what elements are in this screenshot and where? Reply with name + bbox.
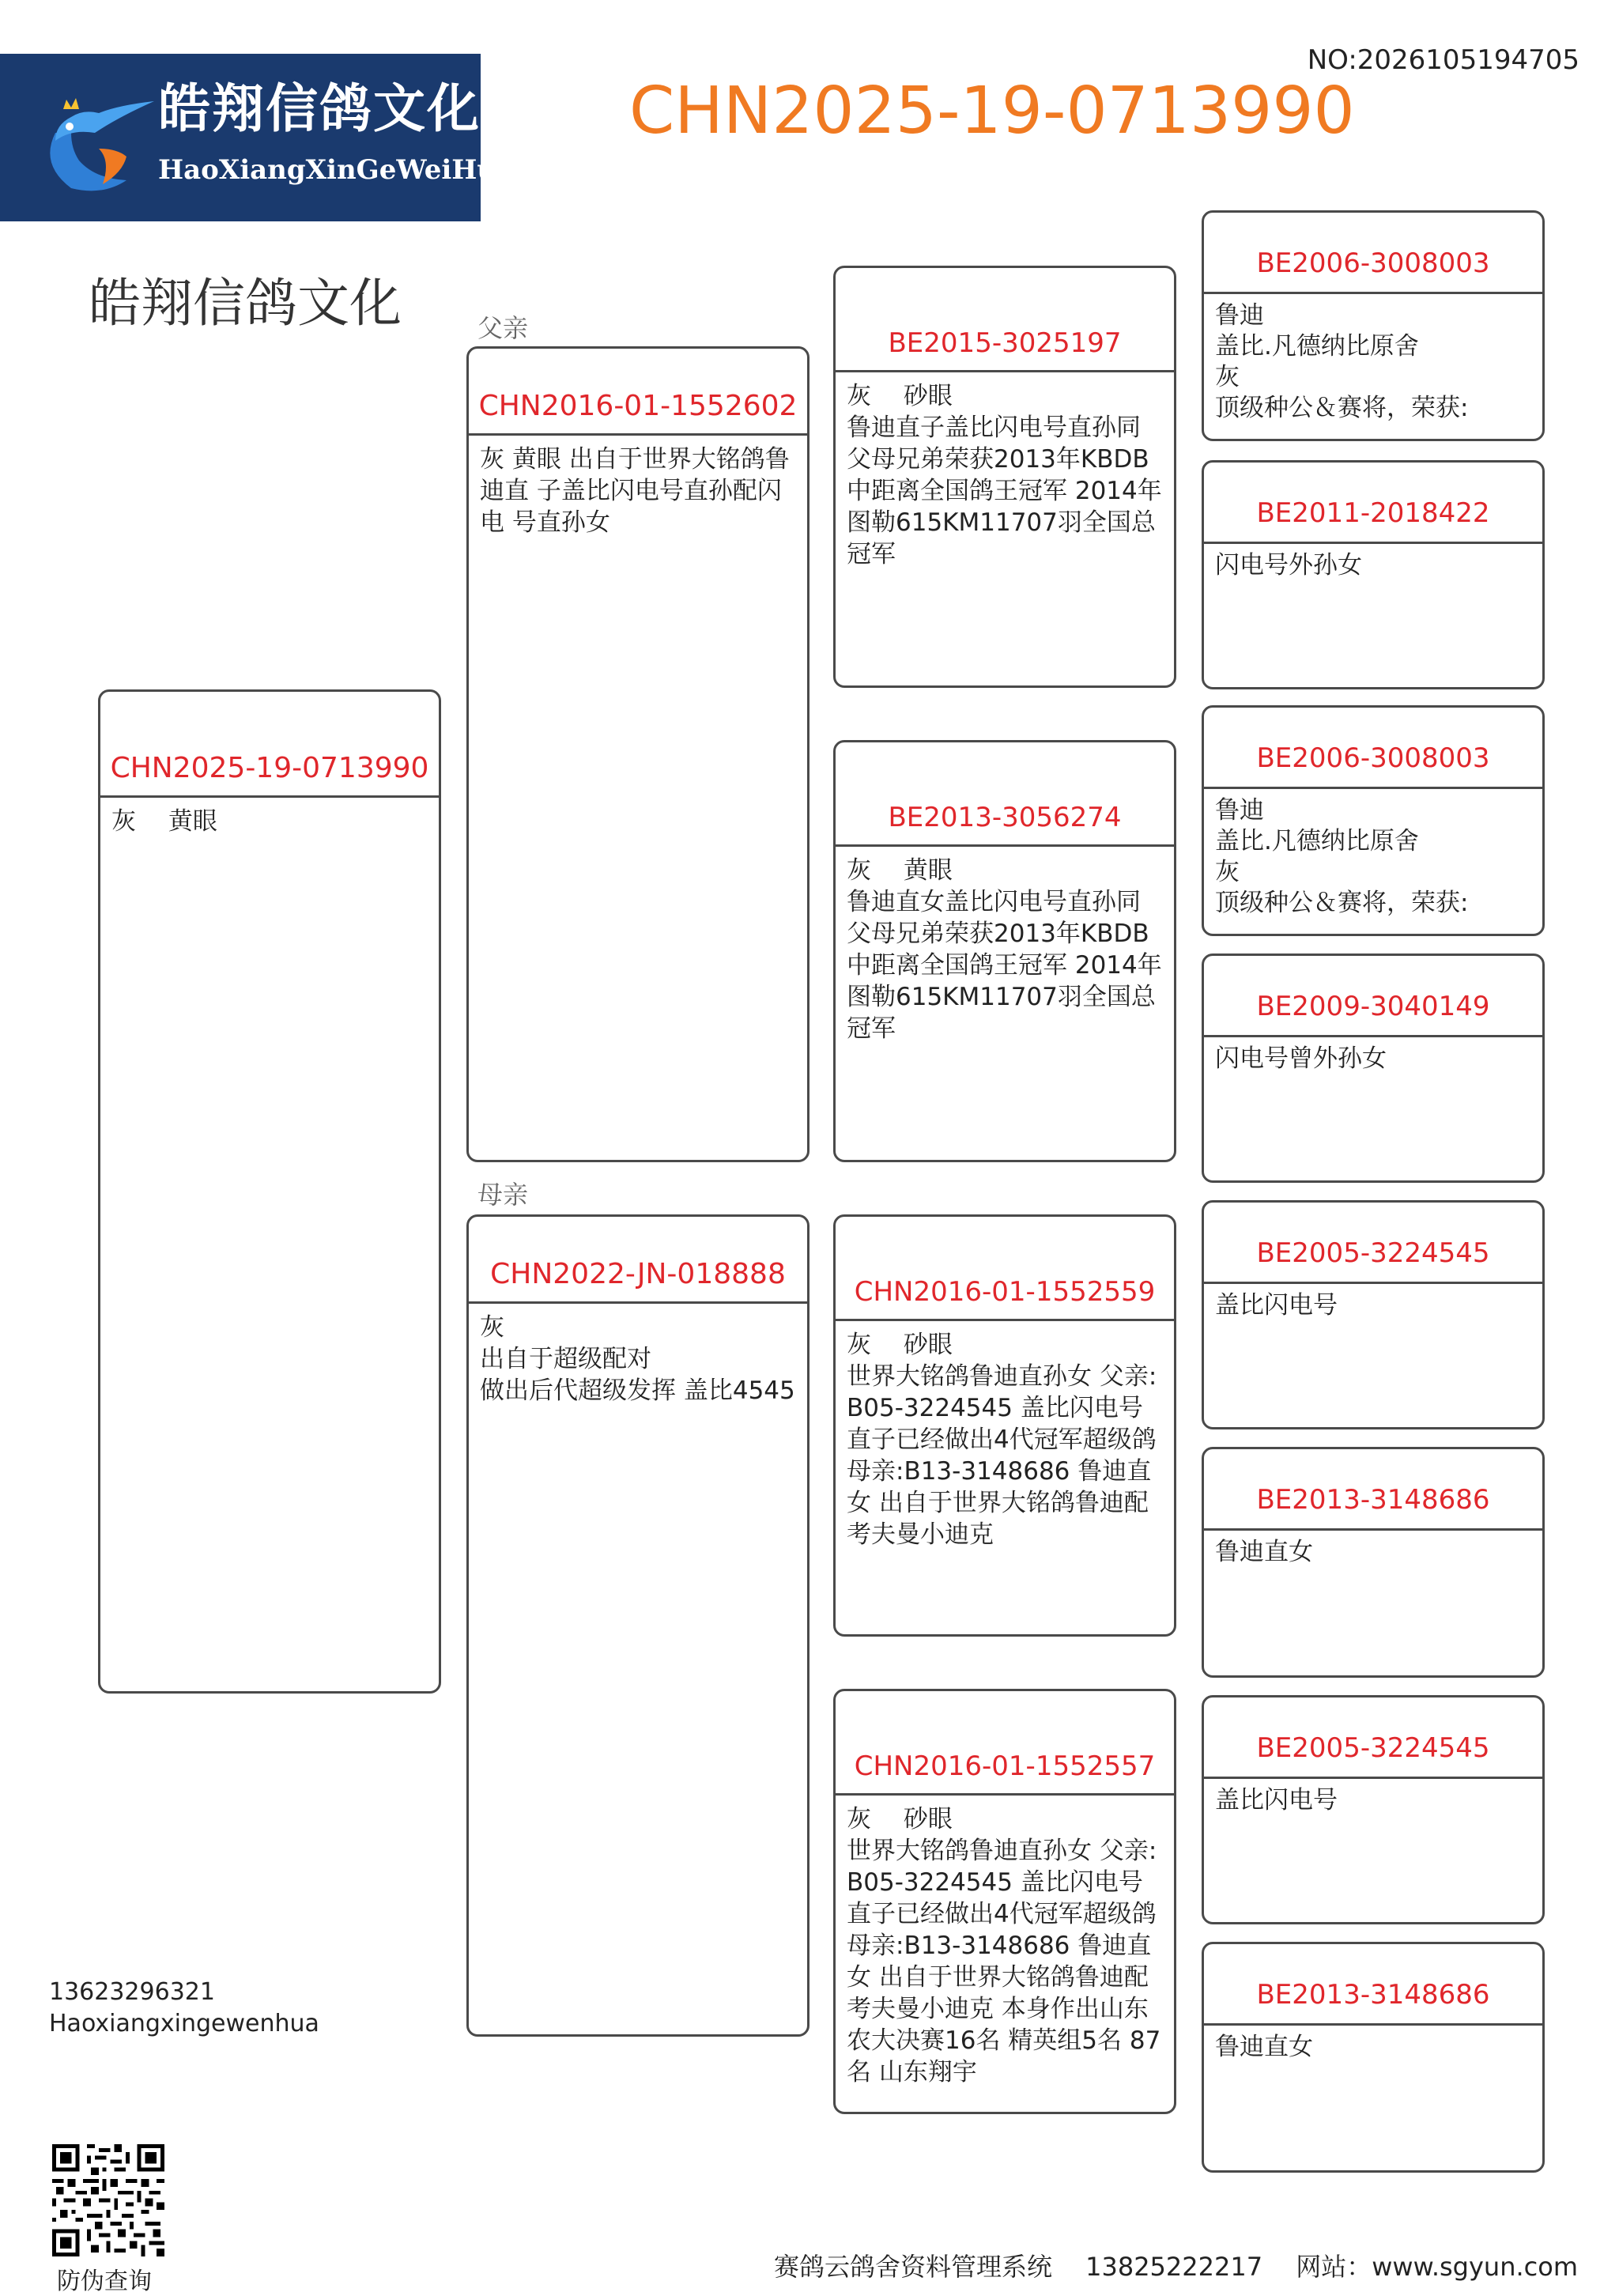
great-grandparent-ring-number: BE2013-3148686 [1204, 1449, 1542, 1531]
great-grandparent-card [1202, 1942, 1545, 2173]
pigeon-ring-number: CHN2025-19-0713990 [100, 692, 439, 798]
grandparent-ring-number: CHN2016-01-1552557 [836, 1691, 1174, 1796]
great-grandparent-description: 闪电号曾外孙女 [1215, 1044, 1387, 1073]
logo-chinese-text: 皓翔信鸽文化 [158, 78, 481, 139]
grandparent-card [833, 1689, 1176, 2114]
mother-label: 母亲 [477, 1180, 529, 1210]
great-grandparent-description: 鲁迪 盖比.凡德纳比原舍 灰 顶级种公＆赛将，荣获: [1215, 796, 1469, 917]
mother-description: 灰 出自于超级配对 做出后代超级发挥 盖比4545 [480, 1313, 795, 1405]
mother-card [466, 1214, 810, 2037]
page-title: CHN2025-19-0713990 [629, 74, 1355, 149]
great-grandparent-ring-number: BE2009-3040149 [1204, 956, 1542, 1037]
great-grandparent-card [1202, 460, 1545, 689]
logo-english-text: HaoXiangXinGeWeiHua [158, 154, 515, 186]
great-grandparent-card [1202, 1695, 1545, 1924]
grandparent-card [833, 266, 1176, 688]
grandparent-description: 灰 砂眼 世界大铭鸽鲁迪直孙女 父亲:B05-3224545 盖比闪电号直子已经做出4代冠军超级鸽 母亲:B13-3148686 鲁迪直女 出自于世界大铭鸽鲁迪配考夫曼小迪克 [847, 1331, 1157, 1549]
great-grandparent-description: 盖比闪电号 [1215, 1786, 1338, 1815]
great-grandparent-description: 盖比闪电号 [1215, 1291, 1338, 1320]
great-grandparent-ring-number: BE2006-3008003 [1204, 708, 1542, 789]
qr-code-icon [52, 2144, 164, 2256]
great-grandparent-description: 鲁迪直女 [1215, 2033, 1313, 2061]
great-grandparent-description: 鲁迪 盖比.凡德纳比原舍 灰 顶级种公＆赛将，荣获: [1215, 301, 1469, 422]
bird-logo-icon [24, 85, 158, 196]
organization-name: 皓翔信鸽文化 [89, 273, 402, 334]
grandparent-description: 灰 砂眼 世界大铭鸽鲁迪直孙女 父亲:B05-3224545 盖比闪电号直子已经做出4代冠军超级鸽 母亲:B13-3148686 鲁迪直女 出自于世界大铭鸽鲁迪配考夫曼小迪克 本身作出山东农大决赛16名 精英组5名 87名 山东翔宇 [847, 1805, 1161, 2086]
grandparent-card [833, 740, 1176, 1162]
father-card [466, 346, 810, 1162]
great-grandparent-ring-number: BE2005-3224545 [1204, 1203, 1542, 1284]
mother-ring-number: CHN2022-JN-018888 [469, 1217, 807, 1304]
qr-code-label: 防伪查询 [57, 2268, 152, 2295]
great-grandparent-description: 闪电号外孙女 [1215, 551, 1362, 580]
pigeon-description: 灰 黄眼 [111, 807, 217, 836]
great-grandparent-description: 鲁迪直女 [1215, 1538, 1313, 1566]
grandparent-ring-number: CHN2016-01-1552559 [836, 1217, 1174, 1321]
great-grandparent-ring-number: BE2013-3148686 [1204, 1944, 1542, 2026]
grandparent-card [833, 1214, 1176, 1637]
great-grandparent-ring-number: BE2011-2018422 [1204, 463, 1542, 544]
great-grandparent-ring-number: BE2005-3224545 [1204, 1697, 1542, 1779]
great-grandparent-card [1202, 210, 1545, 441]
grandparent-ring-number: BE2015-3025197 [836, 268, 1174, 372]
document-number: NO:2026105194705 [1307, 44, 1579, 76]
father-label: 父亲 [477, 313, 529, 343]
contact-site-name: Haoxiangxingewenhua [49, 2010, 319, 2037]
great-grandparent-card [1202, 954, 1545, 1183]
footer-text: 赛鸽云鸽舍资料管理系统 13825222217 网站：www.sgyun.com [773, 2252, 1578, 2282]
father-description: 灰 黄眼 出自于世界大铭鸽鲁迪直 子盖比闪电号直孙配闪电 号直孙女 [480, 445, 790, 537]
pigeon-card [98, 689, 441, 1694]
great-grandparent-card [1202, 705, 1545, 936]
grandparent-description: 灰 砂眼 鲁迪直子盖比闪电号直孙同父母兄弟荣获2013年KBDB中距离全国鸽王冠军 2014年图勒615KM11707羽全国总冠军 [847, 382, 1162, 568]
contact-info [49, 1977, 319, 2040]
contact-phone: 13623296321 [49, 1978, 215, 2006]
great-grandparent-card [1202, 1200, 1545, 1429]
great-grandparent-ring-number: BE2006-3008003 [1204, 213, 1542, 294]
great-grandparent-card [1202, 1447, 1545, 1678]
grandparent-ring-number: BE2013-3056274 [836, 742, 1174, 847]
father-ring-number: CHN2016-01-1552602 [469, 349, 807, 436]
grandparent-description: 灰 黄眼 鲁迪直女盖比闪电号直孙同父母兄弟荣获2013年KBDB中距离全国鸽王冠军 2014年图勒615KM11707羽全国总冠军 [847, 856, 1162, 1043]
